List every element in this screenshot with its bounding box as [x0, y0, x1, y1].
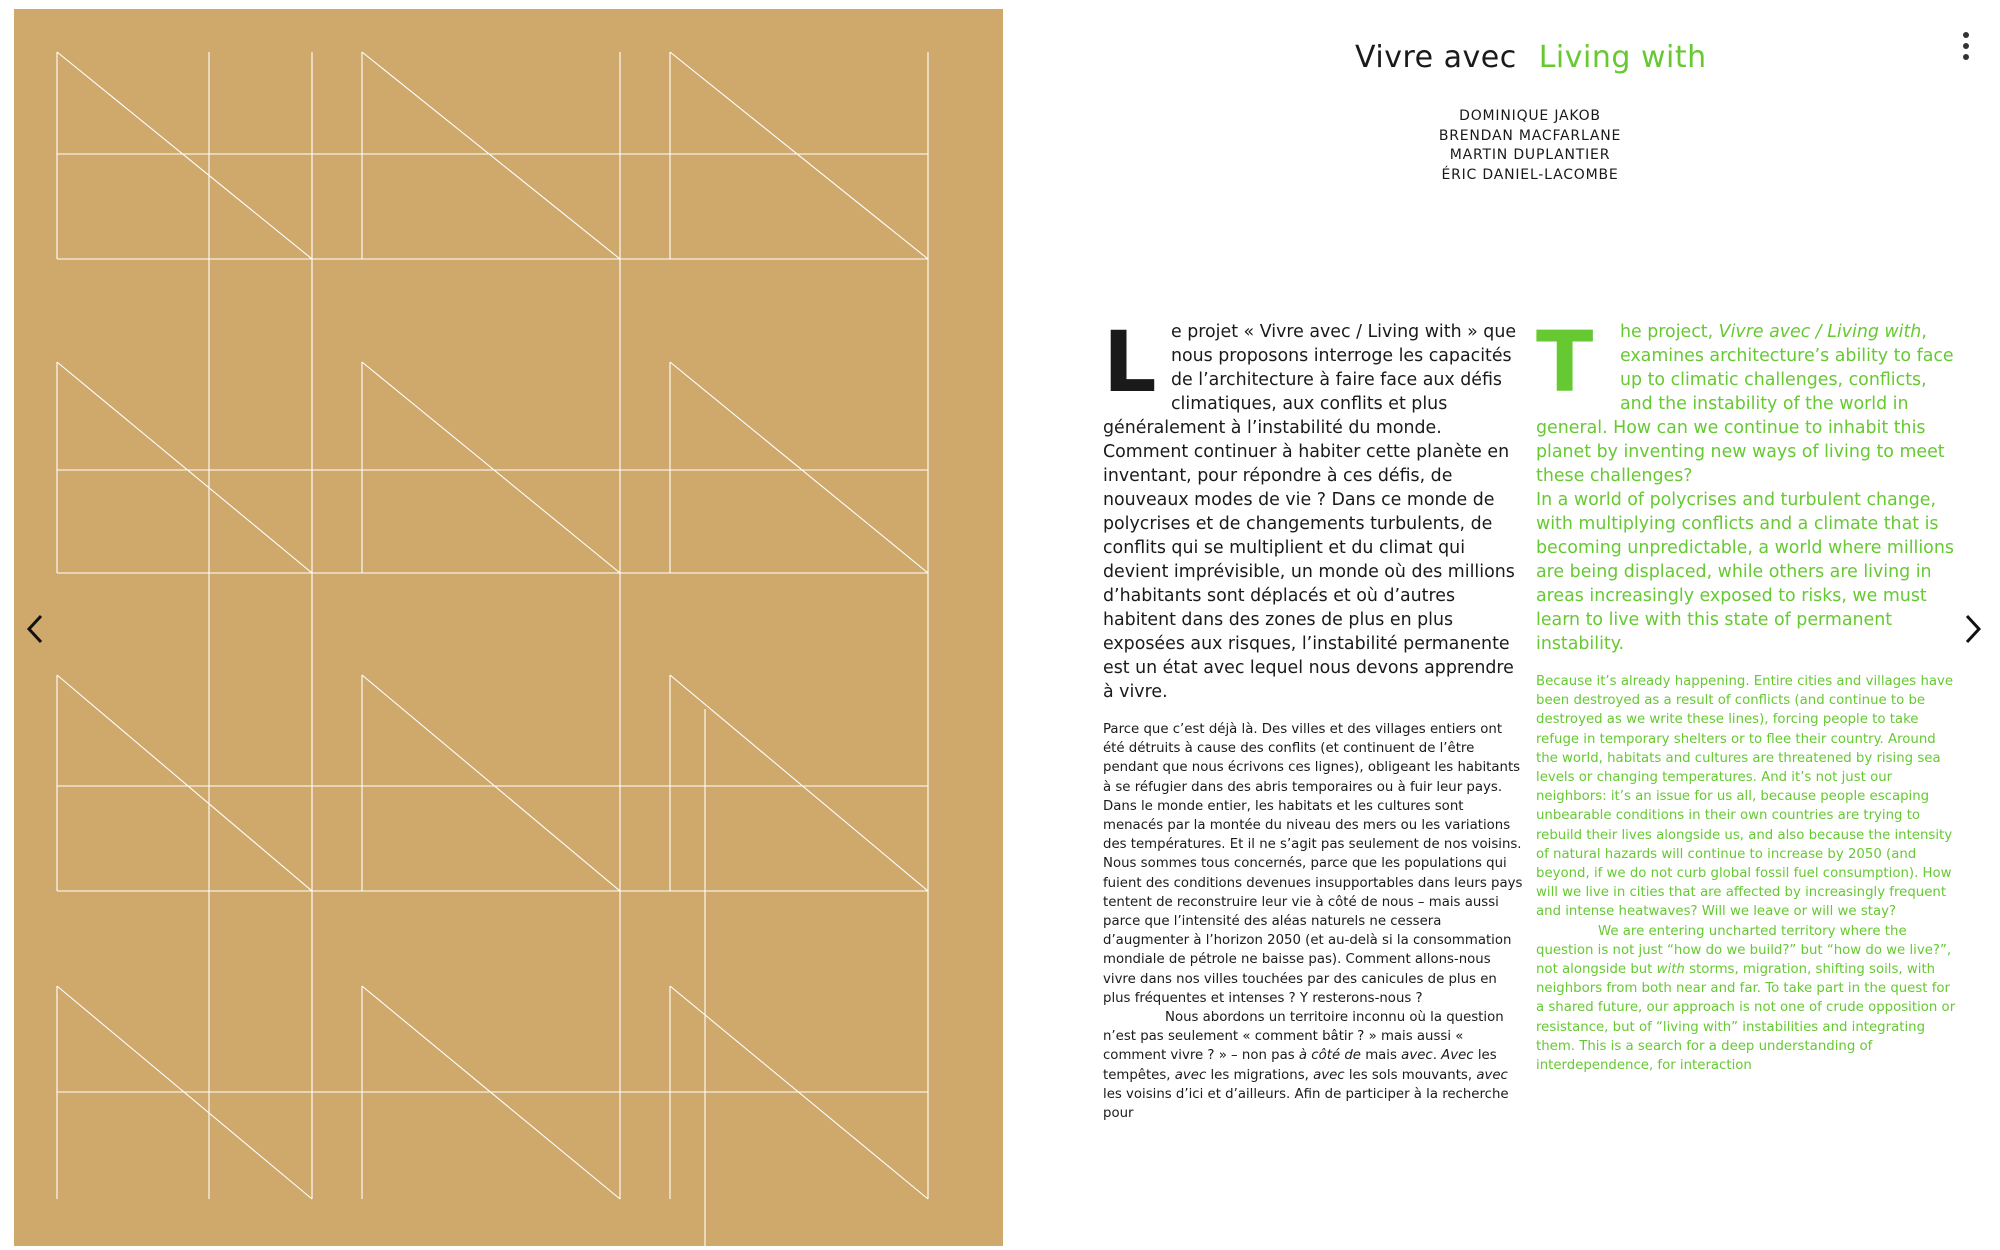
title-english: Living with [1538, 40, 1707, 75]
english-intro-text: In a world of polycrises and turbulent change, with multiplying conflicts and a climate that is becoming unpredictable, a world where millions are being displaced, while others are living in areas increasingly exposed to risks, we must learn to live with this state of permanent instability. [1536, 490, 1954, 654]
text-run: We are entering uncharted territory where the question is not just “how do we build?” but “how do we live?”, not alongside but [1536, 923, 1952, 978]
french-body [1103, 720, 1523, 1123]
french-paragraph: Parce que c’est déjà là. Des villes et des villages entiers ont été détruits à cause des conflits (et continuent de l’être pendant que nous écrivons ces lignes), obligeant les habitants à se réfugier dans des abris temporaires ou à fuir leur pays. Dans le monde entier, les habitats et les cultures sont menacés par la montée du niveau des mers ou les variations des températures. Et il ne s’agit pas seulement de nos voisins. Nous sommes tous concernés, parce que les populations qui fuient des conditions devenues insupportables dans leurs pays tentent de reconstruire leur vie à côté de nous – mais aussi parce que l’intensité des aléas naturels ne cessera d’augmenter à l’horizon 2050 (et au-delà si la consommation mondiale de pétrole ne baisse pas). Comment allons-nous vivre dans nos villes touchées par des canicules de plus en plus fréquentes et intenses ? Y resterons-nous ? [1103, 722, 1523, 1006]
emphasis: avec [1401, 1048, 1433, 1064]
french-paragraph [1103, 1008, 1523, 1123]
text-run: mais [1360, 1048, 1402, 1064]
author-name: MARTIN DUPLANTIER [1449, 147, 1611, 163]
art-line [670, 362, 928, 573]
vertical-dots-icon [1963, 32, 1969, 38]
emphasis: avec [1313, 1067, 1345, 1083]
art-line [362, 675, 620, 891]
art-line [362, 52, 620, 259]
english-intro [1536, 313, 1961, 656]
chevron-left-icon [25, 613, 45, 645]
emphasis: avec [1174, 1067, 1207, 1083]
vertical-dots-icon [1963, 54, 1969, 60]
emphasis: Avec [1441, 1048, 1474, 1064]
art-line [670, 675, 928, 891]
art-line [57, 675, 312, 891]
art-line [670, 52, 928, 259]
french-column [1103, 313, 1523, 1123]
previous-page-button[interactable] [17, 604, 53, 654]
text-run: les migrations, [1206, 1067, 1314, 1083]
author-name: DOMINIQUE JAKOB [1459, 108, 1601, 124]
text-run: les voisins d’ici et d’ailleurs. Afin de participer à la recherche pour [1103, 1086, 1509, 1122]
text-run: les sols mouvants, [1344, 1067, 1477, 1083]
english-body [1536, 672, 1961, 1075]
emphasis: Vivre avec / Living with [1718, 322, 1922, 342]
english-paragraph [1536, 922, 1961, 1076]
chevron-right-icon [1963, 613, 1983, 645]
text-run: he project, [1620, 322, 1719, 342]
page-title [1355, 40, 1707, 75]
vertical-dots-icon [1963, 43, 1969, 49]
english-column [1536, 313, 1961, 1075]
author-name: BRENDAN MACFARLANE [1438, 127, 1622, 144]
title-french: Vivre avec [1355, 40, 1517, 75]
drop-cap: T [1536, 313, 1594, 411]
english-paragraph: Because it’s already happening. Entire cities and villages have been destroyed as a result of conflicts (and continue to be destroyed as we write these lines), forcing people to take refuge in temporary shelters or to flee their country. Around the world, habitats and cultures are threatened by rising sea levels or changing temperatures. And it’s not just our neighbors: it’s an issue for us all, because people escaping unbearable conditions in their own countries are trying to rebuild their lives alongside us, and also because the intensity of natural hazards will continue to increase by 2050 (and beyond, if we do not curb global fossil fuel consumption). How will we live in cities that are affected by increasingly frequent and intense heatwaves? Will we leave or will we stay? [1536, 674, 1954, 920]
author-name: ÉRIC DANIEL-LACOMBE [1441, 166, 1619, 183]
text-run: les tempêtes, [1103, 1048, 1497, 1083]
text-run: , examines architecture’s ability to face up to climatic challenges, conflicts, and the instability of the world in general. How can we continue to inhabit this planet by inventing new ways of living to meet these challenges? [1536, 322, 1954, 486]
text-run: storms, migration, shifting soils, with neighbors from both near and far. To take part in the quest for a shared future, our approach is not one of crude opposition or resistance, but of “living with” instabilities and integrating them. This is a search for a deep understanding of interdependence, for interaction [1536, 962, 1956, 1074]
french-intro [1103, 313, 1523, 704]
text-run: . [1432, 1048, 1442, 1064]
more-options-button[interactable] [1952, 30, 1980, 62]
art-line [362, 362, 620, 573]
grid-artwork [14, 9, 1003, 1246]
art-line [57, 362, 312, 573]
art-line [57, 52, 312, 259]
emphasis: à côté de [1298, 1048, 1361, 1064]
emphasis: avec [1476, 1067, 1508, 1083]
drop-cap: L [1103, 313, 1157, 411]
french-intro-text: e projet « Vivre avec / Living with » que nous proposons interroge les capacités de l’architecture à faire face aux défis climatiques, aux conflits et plus généralement à l’instabilité du monde. Comment continuer à habiter cette planète en inventant, pour répondre à ces défis, de nouveaux modes de vie ? Dans ce monde de polycrises et de changements turbulents, de conflits qui se multiplient et du climat qui devient imprévisible, un monde où des millions d’habitants sont déplacés et où d’autres habitent dans des zones de plus en plus exposées aux risques, l’instabilité permanente est un état avec lequel nous devons apprendre à vivre. [1103, 322, 1517, 702]
author-list [1380, 107, 1680, 185]
artwork-page [14, 9, 1003, 1246]
text-run: Nous abordons un territoire inconnu où la question n’est pas seulement « comment bâtir ? » mais aussi « comment vivre ? » – non pas [1103, 1010, 1504, 1064]
emphasis: with [1656, 962, 1685, 978]
